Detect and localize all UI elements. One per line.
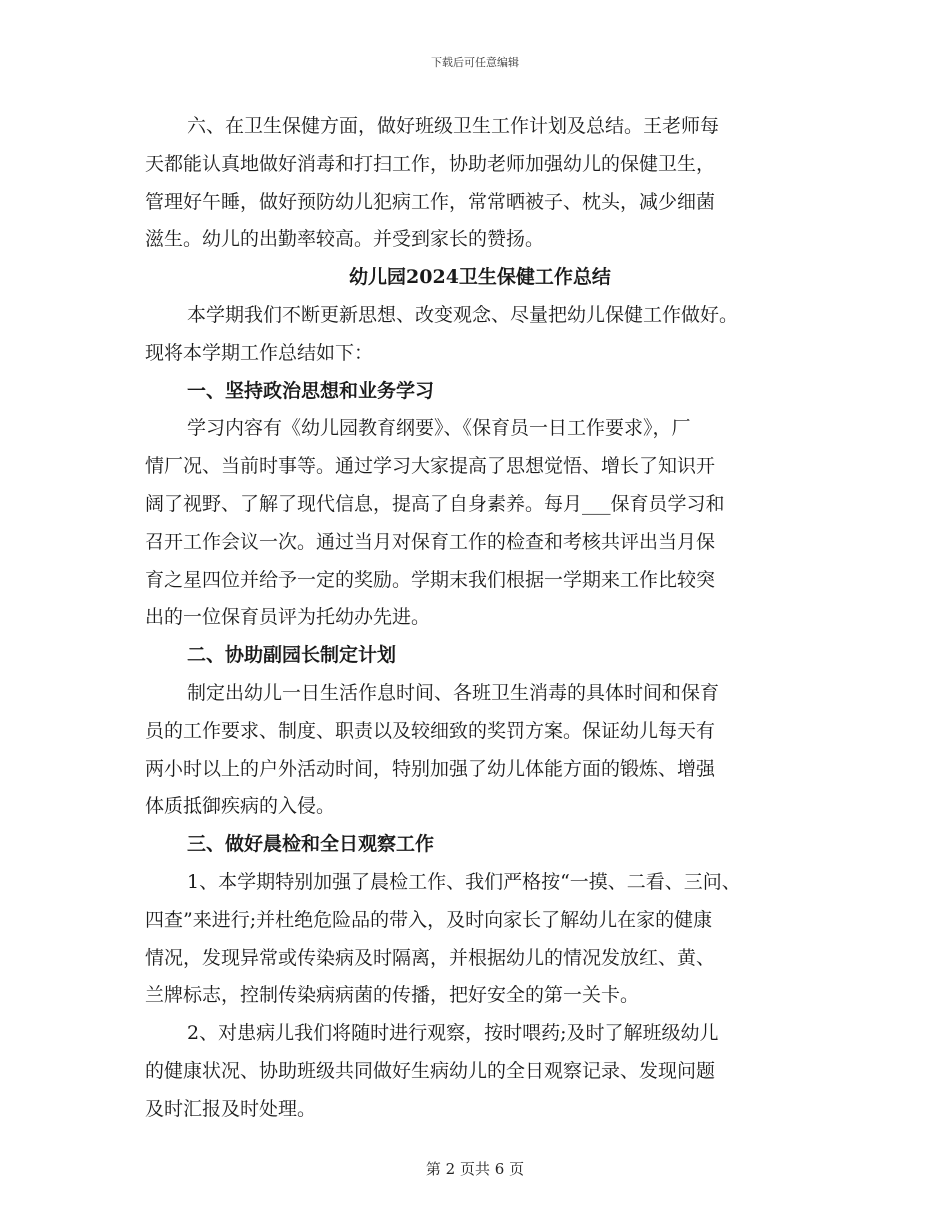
paragraph-line: 1、本学期特别加强了晨检工作、我们严格按“一摸、二看、三问、	[187, 870, 741, 893]
header-note: 下载后可任意编辑	[431, 56, 519, 69]
section-heading-1: 一、坚持政治思想和业务学习	[187, 379, 435, 402]
paragraph-line: 学习内容有《幼儿园教育纲要》、《保育员一日工作要求》，厂	[187, 417, 691, 440]
paragraph-line: 情厂况、当前时事等。通过学习大家提高了思想觉悟、增长了知识开	[145, 455, 716, 478]
document-title: 幼儿园2024卫生保健工作总结	[349, 266, 611, 289]
paragraph-line: 本学期我们不断更新思想、改变观念、尽量把幼儿保健工作做好。	[187, 303, 739, 326]
paragraph-line: 出的一位保育员评为托幼办先进。	[145, 606, 431, 629]
paragraph-line: 现将本学期工作总结如下：	[145, 341, 374, 364]
paragraph-line: 阔了视野、了解了现代信息，提高了自身素养。每月___保育员学习和	[145, 492, 725, 515]
paragraph-line: 体质抵御疾病的入侵。	[145, 795, 336, 818]
paragraph-line: 情况，发现异常或传染病及时隔离，并根据幼儿的情况发放红、黄、	[145, 946, 716, 969]
paragraph-line: 及时汇报及时处理。	[145, 1097, 317, 1120]
section-heading-3: 三、做好晨检和全日观察工作	[187, 833, 435, 856]
paragraph-line: 的健康状况、协助班级共同做好生病幼儿的全日观察记录、发现问题	[145, 1059, 716, 1082]
paragraph-line: 四查”来进行;并杜绝危险品的带入，及时向家长了解幼儿在家的健康	[145, 908, 713, 931]
document-body	[145, 108, 815, 1129]
paragraph-line: 召开工作会议一次。通过当月对保育工作的检查和考核共评出当月保	[145, 530, 716, 553]
page-number: 第 2 页共 6 页	[425, 1160, 525, 1178]
paragraph-line: 两小时以上的户外活动时间，特别加强了幼儿体能方面的锻炼、增强	[145, 757, 716, 780]
paragraph-line: 2、对患病儿我们将随时进行观察，按时喂药;及时了解班级幼儿	[187, 1022, 719, 1045]
paragraph-line: 制定出幼儿一日生活作息时间、各班卫生消毒的具体时间和保育	[187, 681, 720, 704]
paragraph-line: 滋生。幼儿的出勤率较高。并受到家长的赞扬。	[145, 228, 545, 251]
paragraph-line: 育之星四位并给予一定的奖励。学期末我们根据一学期来工作比较突	[145, 568, 716, 591]
paragraph-line: 兰牌标志，控制传染病病菌的传播，把好安全的第一关卡。	[145, 984, 640, 1007]
paragraph-line: 天都能认真地做好消毒和打扫工作，协助老师加强幼儿的保健卫生，	[145, 152, 716, 175]
paragraph-line: 员的工作要求、制度、职责以及较细致的奖罚方案。保证幼儿每天有	[145, 719, 716, 742]
paragraph-line: 六、在卫生保健方面，做好班级卫生工作计划及总结。王老师每	[187, 115, 720, 137]
paragraph-line: 管理好午睡，做好预防幼儿犯病工作，常常晒被子、枕头，减少细菌	[145, 190, 716, 213]
section-heading-2: 二、协助副园长制定计划	[187, 644, 397, 667]
